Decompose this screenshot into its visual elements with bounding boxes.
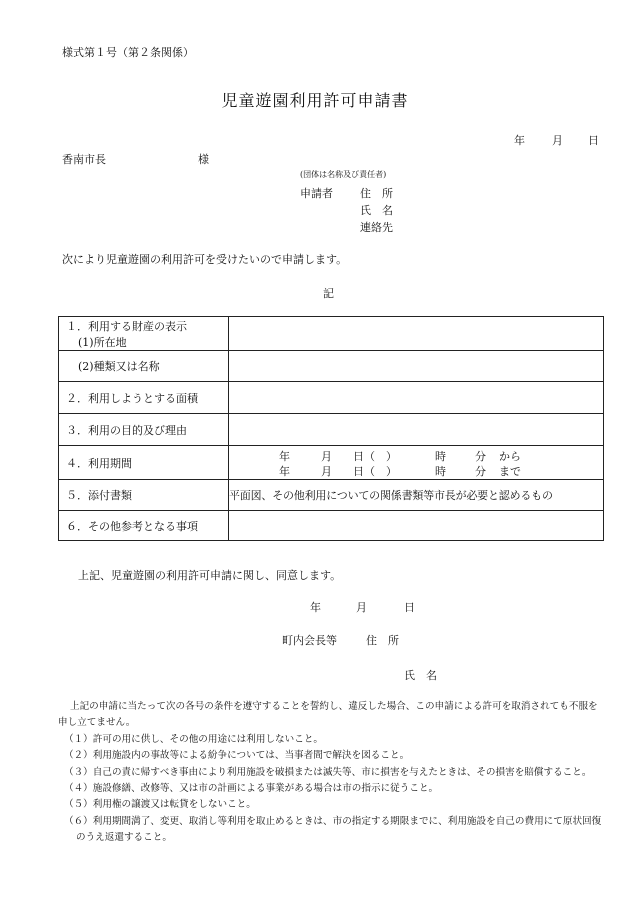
other-notes-value-cell[interactable] <box>229 511 604 541</box>
table-row <box>59 446 604 480</box>
table-row <box>59 414 604 446</box>
condition-item: （６）利用期間満了、変更、取消し等利用を取止めるときは、市の指定する期限までに、利用施設を自己の費用にて原状回復のうえ返還すること。 <box>64 815 602 844</box>
condition-item: （４）施設修繕、改修等、又は市の計画による事業がある場合は市の指示に従うこと。 <box>64 783 439 795</box>
form-number: 様式第１号（第２条関係） <box>62 46 194 59</box>
period-start-day: 日（ ） <box>353 449 397 463</box>
location-label: (1)所在地 <box>78 335 127 349</box>
period-start-minute: 分 <box>475 449 486 463</box>
period-from: から <box>499 449 521 463</box>
application-table <box>58 316 604 541</box>
location-value-cell[interactable] <box>229 317 604 351</box>
applicant-label: 申請者 <box>300 187 333 200</box>
period-label: ４．利用期間 <box>59 446 229 480</box>
period-start-month: 月 <box>321 449 332 463</box>
table-row <box>59 351 604 382</box>
area-label: ２．利用しようとする面積 <box>59 382 229 414</box>
type-label: (2)種類又は名称 <box>78 360 160 373</box>
period-end-hour: 時 <box>435 464 446 478</box>
intro-text: 次により児童遊園の利用許可を受けたいので申請します。 <box>62 253 348 266</box>
consent-text: 上記、児童遊園の利用許可申請に関し、同意します。 <box>78 569 342 582</box>
applicant-name-label: 氏 名 <box>360 204 393 217</box>
consent-day-label: 日 <box>404 601 415 614</box>
consent-month-label: 月 <box>356 601 367 614</box>
document-title: 児童遊園利用許可申請書 <box>221 91 409 110</box>
other-notes-label: ６．その他参考となる事項 <box>59 511 229 541</box>
recipient-honorific: 様 <box>198 153 209 166</box>
period-start-line <box>229 448 603 463</box>
period-start-year: 年 <box>279 449 290 463</box>
property-label: １．利用する財産の表示 <box>66 319 187 333</box>
conditions-intro: 上記の申請に当たって次の各号の条件を遵守することを誓約し、違反した場合、この申請による許可を取消されても不服を申し立てません。 <box>58 701 598 729</box>
applicant-contact-label: 連絡先 <box>360 221 393 234</box>
period-end-minute: 分 <box>475 464 486 478</box>
date-month-label: 月 <box>552 134 563 147</box>
date-year-label: 年 <box>514 134 525 147</box>
period-end-year: 年 <box>279 464 290 478</box>
condition-item: （１）許可の用に供し、その他の用途には利用しないこと。 <box>64 733 324 745</box>
period-start-hour: 時 <box>435 449 446 463</box>
representative-address-label: 住 所 <box>366 634 399 647</box>
applicant-address-label: 住 所 <box>360 187 393 200</box>
area-value-cell[interactable] <box>229 382 604 414</box>
table-row <box>59 480 604 511</box>
condition-item: （３）自己の責に帰すべき事由により利用施設を破損または滅失等、市に損害を与えたときは、その損害を賠償すること。 <box>64 766 592 778</box>
table-row <box>59 511 604 541</box>
purpose-value-cell[interactable] <box>229 414 604 446</box>
conditions-section <box>58 699 603 847</box>
attachments-value: 平面図、その他利用についての関係書類等市長が必要と認めるもの <box>229 480 604 511</box>
representative-label: 町内会長等 <box>282 634 337 647</box>
table-row <box>59 317 604 351</box>
date-day-label: 日 <box>588 134 599 147</box>
type-label-cell <box>59 351 229 382</box>
table-row <box>59 382 604 414</box>
ki-heading: 記 <box>323 287 334 300</box>
recipient-name: 香南市長 <box>62 153 106 166</box>
type-value-cell[interactable] <box>229 351 604 382</box>
period-value-cell[interactable] <box>229 446 604 480</box>
property-label-cell <box>59 317 229 351</box>
consent-year-label: 年 <box>310 601 321 614</box>
period-to: まで <box>499 464 521 478</box>
group-note: (団体は名称及び責任者) <box>300 170 387 179</box>
period-end-line <box>229 463 603 478</box>
condition-item: （５）利用権の譲渡又は転貸をしないこと。 <box>64 799 256 811</box>
representative-name-label: 氏 名 <box>404 669 437 682</box>
purpose-label: ３．利用の目的及び理由 <box>59 414 229 446</box>
period-end-month: 月 <box>321 464 332 478</box>
condition-item: （２）利用施設内の事故等による紛争については、当事者間で解決を図ること。 <box>64 750 410 762</box>
period-end-day: 日（ ） <box>353 464 397 478</box>
attachments-label: ５．添付書類 <box>59 480 229 511</box>
